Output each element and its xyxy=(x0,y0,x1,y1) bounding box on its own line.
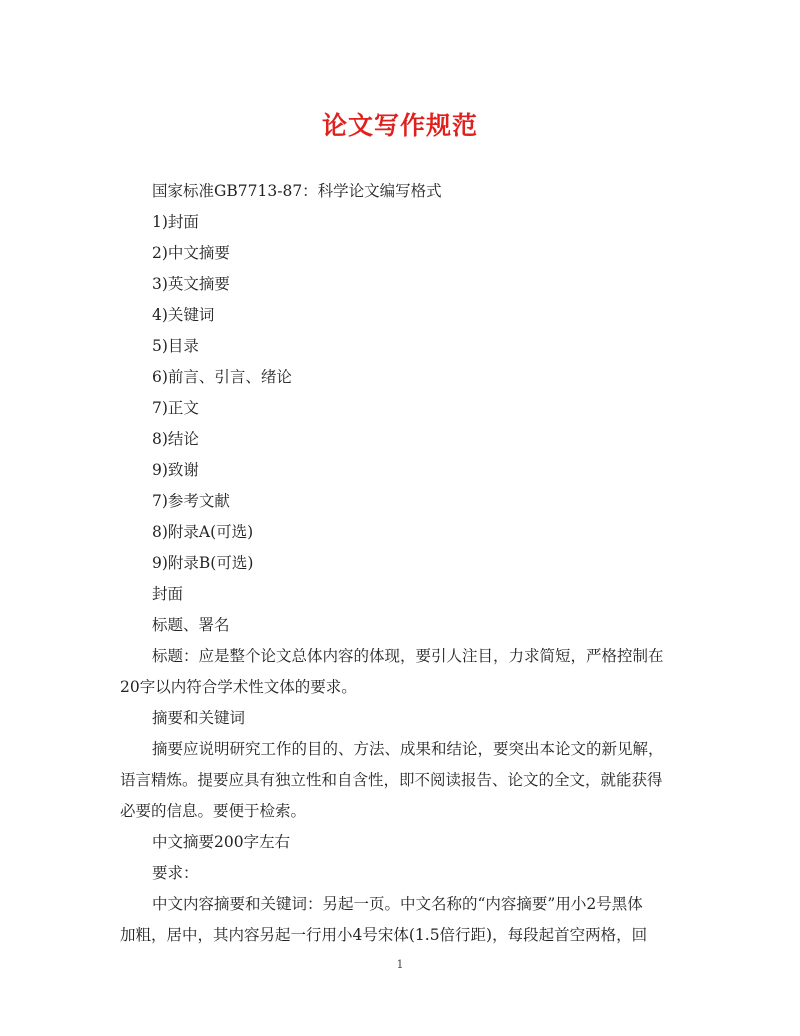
text-line: 2)中文摘要 xyxy=(152,244,230,262)
text-line: 8)结论 xyxy=(152,430,199,448)
text-line: 国家标准GB7713-87：科学论文编写格式 xyxy=(152,182,442,200)
text-line: 8)附录A(可选) xyxy=(152,523,254,541)
text-line: 9)致谢 xyxy=(152,461,199,479)
text-line: 摘要应说明研究工作的目的、方法、成果和结论，要突出本论文的新见解， xyxy=(152,740,664,758)
text-line: 7)参考文献 xyxy=(152,492,230,510)
text-line: 3)英文摘要 xyxy=(152,275,230,293)
document-title: 论文写作规范 xyxy=(321,111,478,140)
text-line: 6)前言、引言、绪论 xyxy=(152,368,292,386)
document-body xyxy=(120,176,680,951)
text-line: 语言精炼。提要应具有独立性和自含性，即不阅读报告、论文的全文，就能获得 xyxy=(120,771,663,789)
text-line: 1)封面 xyxy=(152,213,199,231)
text-line: 封面 xyxy=(152,585,184,603)
text-line: 5)目录 xyxy=(152,337,199,355)
text-line: 中文内容摘要和关键词：另起一页。中文名称的“内容摘要”用小2号黑体 xyxy=(152,895,643,913)
text-line: 中文摘要200字左右 xyxy=(152,833,291,851)
text-line: 要求： xyxy=(152,864,199,882)
text-line: 9)附录B(可选) xyxy=(152,554,254,572)
text-line: 20字以内符合学术性文体的要求。 xyxy=(120,678,357,696)
text-line: 标题：应是整个论文总体内容的体现，要引人注目，力求简短，严格控制在 xyxy=(152,647,664,665)
text-line: 7)正文 xyxy=(152,399,199,417)
text-line: 摘要和关键词 xyxy=(152,709,246,727)
text-line: 4)关键词 xyxy=(152,306,215,324)
text-line: 标题、署名 xyxy=(152,616,230,634)
page-number: 1 xyxy=(396,958,404,971)
text-line: 必要的信息。要便于检索。 xyxy=(120,802,307,820)
text-line: 加粗，居中，其内容另起一行用小4号宋体(1.5倍行距)，每段起首空两格，回 xyxy=(120,926,648,944)
